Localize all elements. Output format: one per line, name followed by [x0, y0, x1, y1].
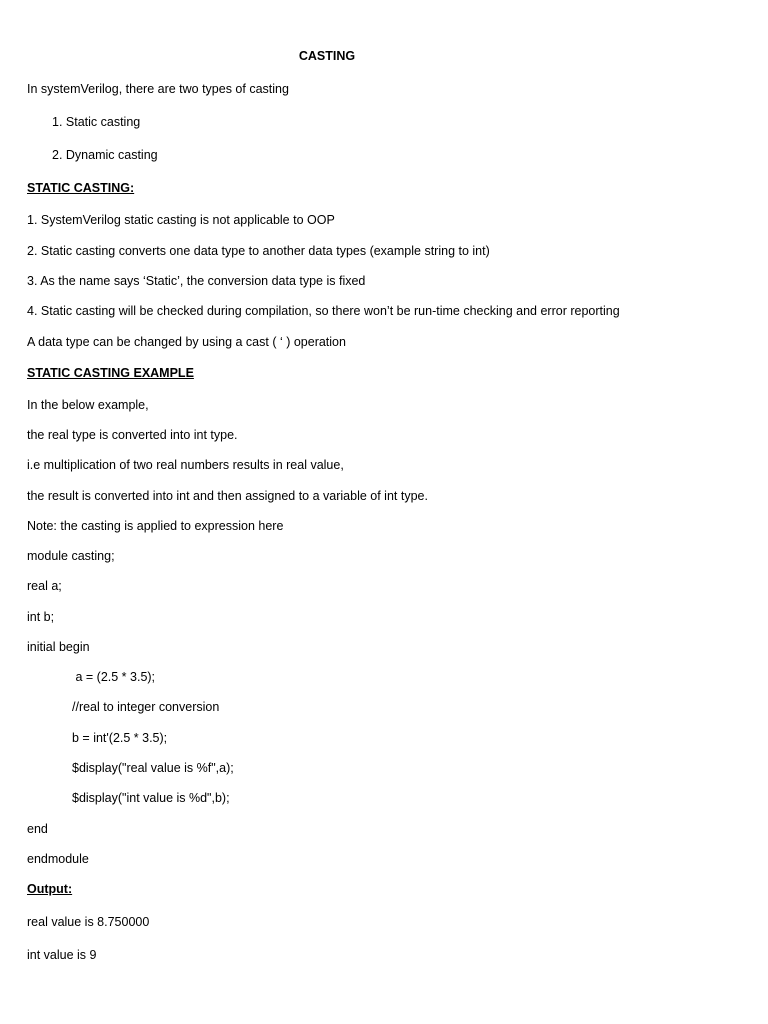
code-line: b = int'(2.5 * 3.5); [72, 731, 168, 745]
example-heading: STATIC CASTING EXAMPLE [27, 366, 194, 380]
static-point: 3. As the name says ‘Static’, the conversion data type is fixed [27, 274, 366, 288]
example-text-line: the result is converted into int and then assigned to a variable of int type. [27, 489, 428, 503]
output-line: int value is 9 [27, 948, 97, 962]
static-point: 4. Static casting will be checked during compilation, so there won’t be run-time checking and error reporting [27, 304, 620, 318]
intro-paragraph: In systemVerilog, there are two types of casting [27, 82, 289, 96]
static-casting-heading: STATIC CASTING: [27, 181, 135, 195]
casting-type-item: 1. Static casting [52, 115, 141, 129]
output-line: real value is 8.750000 [27, 915, 150, 929]
example-text-line: the real type is converted into int type. [27, 428, 238, 442]
document-title: CASTING [298, 49, 356, 63]
code-line: end [27, 822, 48, 836]
cast-operator-note: A data type can be changed by using a cast ( ‘ ) operation [27, 335, 346, 349]
code-line: module casting; [27, 549, 115, 563]
example-text-line: In the below example, [27, 398, 149, 412]
static-point: 2. Static casting converts one data type to another data types (example string to int) [27, 244, 490, 258]
code-line: $display("real value is %f",a); [72, 761, 234, 775]
code-comment-line: //real to integer conversion [72, 700, 220, 714]
code-line: int b; [27, 610, 55, 624]
code-line: a = (2.5 * 3.5); [72, 670, 156, 684]
example-text-line: Note: the casting is applied to expression here [27, 519, 284, 533]
code-line: $display("int value is %d",b); [72, 791, 230, 805]
code-line: real a; [27, 579, 62, 593]
code-line: endmodule [27, 852, 89, 866]
output-heading: Output: [27, 882, 73, 896]
static-point: 1. SystemVerilog static casting is not applicable to OOP [27, 213, 335, 227]
code-line: initial begin [27, 640, 90, 654]
casting-type-item: 2. Dynamic casting [52, 148, 158, 162]
example-text-line: i.e multiplication of two real numbers results in real value, [27, 458, 344, 472]
